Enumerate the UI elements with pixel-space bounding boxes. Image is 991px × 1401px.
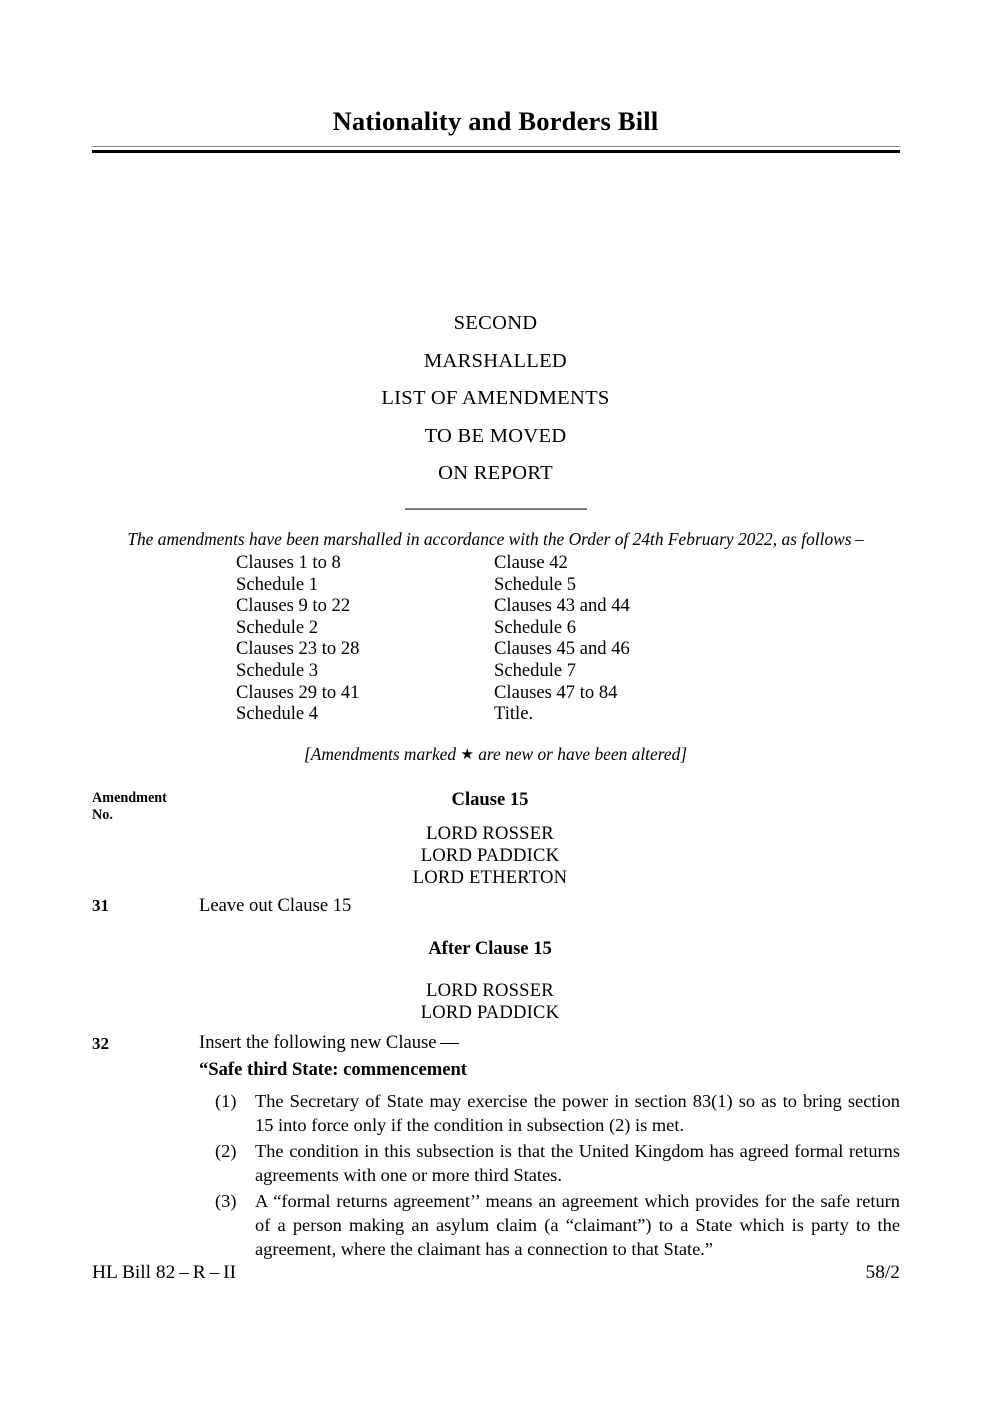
clause-list-right-item: Clauses 43 and 44 (494, 595, 630, 617)
heading-line-to-be-moved: TO BE MOVED (424, 424, 567, 447)
sponsor-name: LORD ETHERTON (412, 867, 568, 888)
clause-list-row (236, 703, 756, 725)
star-legend-prefix: Amendments marked (310, 744, 461, 764)
amendment-text-32: Insert the following new Clause — (199, 1032, 459, 1053)
amendment-text-31: Leave out Clause 15 (199, 895, 352, 916)
sponsor-name: LORD ROSSER (426, 980, 554, 1001)
heading-short-divider (405, 508, 587, 510)
subsection-text: A “formal returns agreement’’ means an agreement which provides for the safe return of a person making an asylum claim (a “claimant”) to a State which is party to the agreement, where the claimant has a connection to that State.” (255, 1191, 900, 1260)
clause-list-right-item: Schedule 7 (494, 659, 577, 681)
subsection-3 (215, 1189, 900, 1262)
clause-list (236, 552, 756, 725)
clause-list-right-item: Clauses 47 to 84 (494, 681, 618, 703)
footer-page-number: 58/2 (865, 1262, 900, 1283)
sponsor-name: LORD PADDICK (420, 1002, 560, 1023)
sponsor-name: LORD PADDICK (420, 845, 560, 866)
heading-line-on-report: ON REPORT (438, 462, 553, 484)
clause-list-left-item: Clauses 23 to 28 (236, 638, 360, 660)
inserted-clause-heading: “Safe third State: commencement (199, 1059, 467, 1080)
clause-list-right-item: Clauses 45 and 46 (494, 638, 630, 660)
section-heading-clause-15: Clause 15 (451, 789, 529, 810)
page-title: Nationality and Borders Bill (332, 106, 659, 136)
subsection-marker: (1) (215, 1091, 237, 1111)
list-heading-block (0, 305, 991, 493)
clause-list-right-item: Title. (494, 703, 534, 725)
clause-list-left-item: Clauses 9 to 22 (236, 595, 351, 617)
subsection-text: The Secretary of State may exercise the power in section 83(1) so as to bring section 15 into force only if the condition in subsection (2) is met. (255, 1091, 900, 1136)
page-footer (92, 1262, 900, 1284)
clause-list-row (236, 574, 756, 596)
subsection-2 (215, 1139, 900, 1187)
amendment-no-column-label (92, 790, 167, 823)
star-legend-suffix: are new or have been altered (473, 744, 681, 764)
clause-list-left-item: Schedule 2 (236, 616, 319, 638)
amendment-no-label-line1: Amendment (92, 790, 167, 806)
title-divider (92, 146, 900, 153)
clause-list-left-item: Clauses 29 to 41 (236, 681, 360, 703)
star-icon: ★ (460, 747, 474, 763)
subsection-marker: (3) (215, 1191, 237, 1211)
star-legend-open-bracket: [ (303, 744, 311, 764)
clause-list-row (236, 660, 756, 682)
heading-line-second: SECOND (453, 312, 538, 334)
clause-list-left-item: Schedule 3 (236, 659, 319, 681)
star-legend-close-bracket: ] (680, 744, 688, 764)
star-legend (0, 744, 991, 765)
sponsor-name: LORD ROSSER (426, 823, 554, 844)
subsection-text: The condition in this subsection is that the United Kingdom has agreed formal returns agreements with one or more third States. (255, 1141, 900, 1186)
clause-list-right-item: Schedule 6 (494, 616, 577, 638)
marshalling-note: The amendments have been marshalled in accordance with the Order of 24th February 2022, as follows – (127, 529, 864, 549)
clause-list-row (236, 682, 756, 704)
clause-list-row (236, 638, 756, 660)
clause-list-left-item: Schedule 4 (236, 703, 319, 725)
footer-bill-reference: HL Bill 82 – R – II (92, 1262, 237, 1283)
clause-list-row (236, 617, 756, 639)
amendment-no-label-line2: No. (92, 806, 113, 823)
amendment-number-31: 31 (92, 896, 109, 915)
clause-list-right-item: Schedule 5 (494, 573, 577, 595)
heading-line-marshalled: MARSHALLED (423, 349, 568, 372)
clause-list-row (236, 552, 756, 574)
clause-list-right-item: Clause 42 (494, 552, 568, 573)
title-divider-thick-rule (92, 150, 900, 153)
subsection-marker: (2) (215, 1141, 237, 1161)
section-heading-after-clause-15: After Clause 15 (428, 938, 552, 959)
clause-list-row (236, 595, 756, 617)
clause-list-left-item: Schedule 1 (236, 573, 319, 595)
heading-line-list-of-amendments: LIST OF AMENDMENTS (381, 387, 610, 409)
subsection-1 (215, 1089, 900, 1137)
clause-list-left-item: Clauses 1 to 8 (236, 552, 341, 573)
amendment-number-32: 32 (92, 1034, 109, 1053)
